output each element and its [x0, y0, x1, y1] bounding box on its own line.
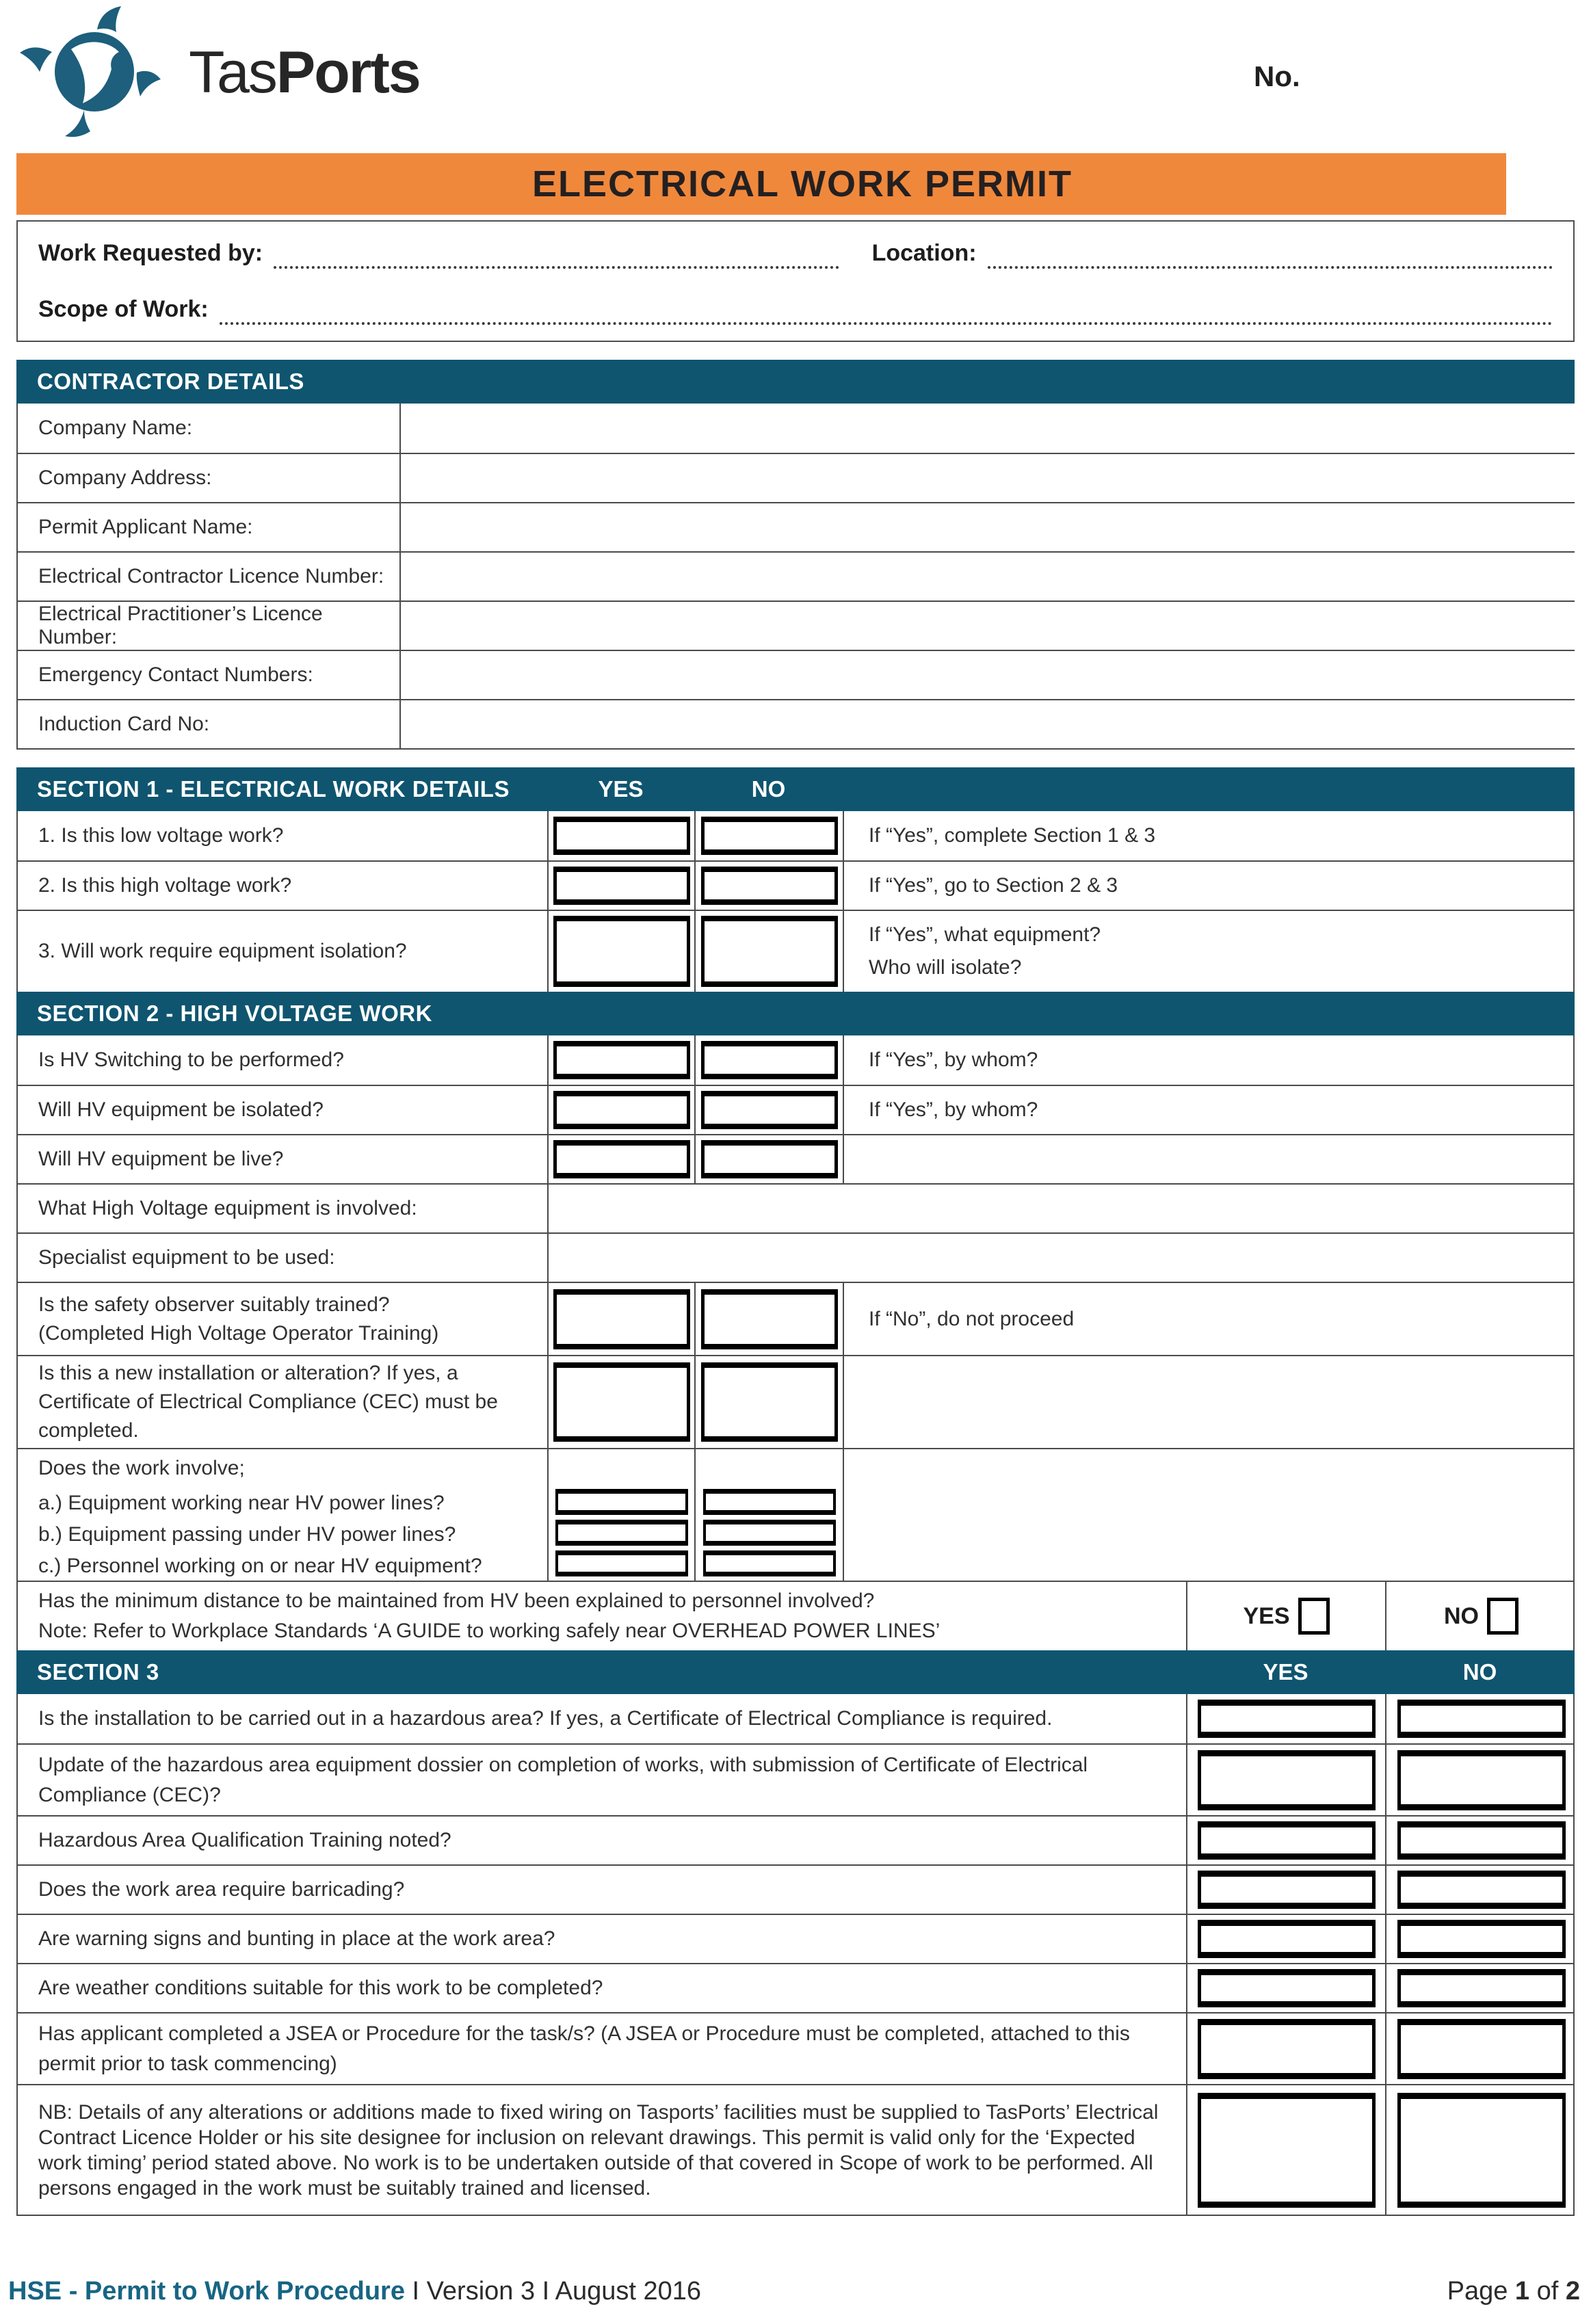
yes-checkbox[interactable]	[553, 1041, 690, 1079]
question-row	[18, 1963, 1573, 2012]
scope-of-work-row	[38, 285, 1553, 334]
no-checkbox[interactable]	[701, 817, 838, 855]
contractor-details-section	[16, 360, 1575, 750]
sub-question-a: a.) Equipment working near HV power lines?	[38, 1492, 445, 1514]
yes-column-header: YES	[1263, 1659, 1309, 1685]
yes-checkbox[interactable]	[555, 1520, 688, 1546]
no-checkbox[interactable]	[701, 1041, 838, 1079]
section-2	[16, 992, 1575, 1650]
work-involve-row	[18, 1448, 1573, 1581]
question-row	[18, 2012, 1573, 2084]
yes-checkbox[interactable]	[555, 1489, 688, 1515]
table-row	[18, 600, 1573, 650]
question-row	[18, 1815, 1573, 1864]
question-note: If “Yes”, go to Section 2 & 3	[869, 874, 1118, 897]
question-label: Is the safety observer suitably trained?	[38, 1293, 390, 1316]
no-checkbox[interactable]	[1397, 1821, 1566, 1860]
hv-equipment-involved-field[interactable]	[549, 1185, 1576, 1232]
question-note: If “Yes”, by whom?	[869, 1048, 1038, 1071]
footer-page-number: 1	[1514, 2277, 1530, 2306]
page-header	[0, 0, 1591, 153]
yes-checkbox[interactable]	[553, 1362, 690, 1442]
question-label: Is this a new installation or alteration? If yes, a Certificate of Electrical Compliance (CEC) must be completed.	[18, 1356, 549, 1448]
work-requested-field[interactable]	[274, 243, 839, 269]
question-label: Will HV equipment be isolated?	[18, 1086, 549, 1134]
contractor-licence-number-value[interactable]	[401, 553, 1575, 600]
question-label: Are weather conditions suitable for this work to be completed?	[18, 1964, 1187, 2012]
table-row	[18, 551, 1573, 600]
no-checkbox[interactable]	[703, 1520, 836, 1546]
section-2-body	[16, 1035, 1575, 1650]
section-3-title: SECTION 3	[37, 1659, 159, 1685]
yes-checkbox[interactable]	[553, 867, 690, 905]
question-row	[18, 1914, 1573, 1963]
question-note: Note: Refer to Workplace Standards ‘A GUIDE to working safely near OVERHEAD POWER LINES’	[38, 1620, 941, 1642]
question-row	[18, 1864, 1573, 1914]
permit-number-label: No.	[1254, 60, 1300, 92]
question-row	[18, 1355, 1573, 1448]
question-row	[18, 1085, 1573, 1134]
question-note: If “Yes”, complete Section 1 & 3	[869, 824, 1156, 847]
yes-checkbox[interactable]	[1198, 2093, 1376, 2208]
question-row	[18, 1743, 1573, 1815]
no-checkbox[interactable]	[701, 1289, 838, 1349]
footer-of-word: of	[1529, 2277, 1566, 2306]
contractor-details-title: CONTRACTOR DETAILS	[37, 369, 304, 394]
yes-checkbox[interactable]	[553, 1140, 690, 1178]
yes-checkbox[interactable]	[553, 817, 690, 855]
question-label: Has applicant completed a JSEA or Procedure for the task/s? (A JSEA or Procedure must be completed, attached to this permit prior to task commencing)	[18, 2013, 1187, 2084]
no-label: NO	[1444, 1602, 1479, 1629]
question-label: Does the work area require barricading?	[18, 1866, 1187, 1914]
no-checkbox[interactable]	[1397, 1871, 1566, 1909]
work-request-box	[16, 220, 1575, 342]
nb-row	[18, 2084, 1573, 2216]
company-name-label: Company Name:	[18, 404, 401, 453]
no-column-header: NO	[751, 776, 786, 802]
scope-of-work-label: Scope of Work:	[38, 295, 209, 322]
no-checkbox[interactable]	[1487, 1598, 1518, 1635]
question-label: Is HV Switching to be performed?	[18, 1035, 549, 1085]
specialist-equipment-field[interactable]	[549, 1234, 1576, 1282]
yes-checkbox[interactable]	[553, 1289, 690, 1349]
footer-page-word: Page	[1447, 2277, 1515, 2306]
question-label: Are warning signs and bunting in place at the work area?	[18, 1915, 1187, 1963]
question-row	[18, 1035, 1573, 1085]
contractor-details-header	[16, 360, 1575, 404]
yes-label: YES	[1243, 1602, 1290, 1629]
question-note: Who will isolate?	[869, 956, 1022, 979]
question-label: What High Voltage equipment is involved:	[18, 1185, 549, 1232]
work-requested-label: Work Requested by:	[38, 239, 263, 266]
section-1-title: SECTION 1 - ELECTRICAL WORK DETAILS	[37, 776, 510, 802]
section-1	[16, 767, 1575, 992]
section-1-body	[16, 811, 1575, 992]
yes-checkbox[interactable]	[1198, 2019, 1376, 2079]
question-row	[18, 1183, 1573, 1232]
section-2-title: SECTION 2 - HIGH VOLTAGE WORK	[37, 1001, 432, 1026]
question-label: Specialist equipment to be used:	[18, 1234, 549, 1282]
brand-wordmark	[189, 39, 420, 107]
question-label: 2. Is this high voltage work?	[18, 862, 549, 910]
tasports-compass-icon	[15, 5, 176, 140]
yes-checkbox[interactable]	[1198, 1871, 1376, 1909]
section-1-header	[16, 767, 1575, 811]
contractor-details-table	[16, 404, 1575, 750]
question-label: 3. Will work require equipment isolation?	[18, 911, 549, 992]
table-row	[18, 502, 1573, 551]
page-footer	[8, 2277, 1580, 2306]
question-row	[18, 1694, 1573, 1743]
question-label: Has the minimum distance to be maintained from HV been explained to personnel involved?	[38, 1589, 875, 1612]
minimum-distance-row	[18, 1581, 1573, 1650]
no-checkbox[interactable]	[1397, 1700, 1566, 1738]
question-label: Does the work involve;	[38, 1457, 245, 1479]
work-requested-row	[38, 228, 1553, 278]
permit-applicant-name-value[interactable]	[401, 503, 1575, 551]
practitioner-licence-number-value[interactable]	[401, 602, 1575, 650]
section-3-body	[16, 1694, 1575, 2216]
no-checkbox[interactable]	[701, 1140, 838, 1178]
practitioner-licence-number-label: Electrical Practitioner’s Licence Number:	[18, 602, 401, 650]
question-row	[18, 860, 1573, 910]
company-name-value[interactable]	[401, 404, 1575, 453]
brand-ports: Ports	[276, 39, 420, 105]
yes-checkbox[interactable]	[1198, 1969, 1376, 2007]
question-row	[18, 1134, 1573, 1183]
footer-page-total: 2	[1565, 2277, 1580, 2306]
scope-of-work-field[interactable]	[220, 299, 1553, 325]
company-address-label: Company Address:	[18, 454, 401, 502]
title-banner	[16, 153, 1506, 215]
emergency-contact-numbers-value[interactable]	[401, 651, 1575, 699]
brand-tas: Tas	[189, 39, 276, 105]
no-checkbox[interactable]	[701, 1362, 838, 1442]
no-checkbox[interactable]	[703, 1489, 836, 1515]
yes-checkbox[interactable]	[553, 1091, 690, 1129]
induction-card-no-value[interactable]	[401, 700, 1575, 748]
question-label: 1. Is this low voltage work?	[18, 811, 549, 860]
contractor-licence-number-label: Electrical Contractor Licence Number:	[18, 553, 401, 600]
question-note: If “Yes”, what equipment?	[869, 923, 1101, 946]
location-label: Location:	[871, 239, 977, 266]
yes-checkbox[interactable]	[1298, 1598, 1330, 1635]
sub-question-b: b.) Equipment passing under HV power lines?	[38, 1523, 456, 1546]
section-3-header	[16, 1650, 1575, 1694]
question-label: Is the installation to be carried out in a hazardous area? If yes, a Certificate of Electrical Compliance is required.	[18, 1694, 1187, 1743]
sub-question-c: c.) Personnel working on or near HV equipment?	[38, 1555, 482, 1577]
footer-page-indicator	[1447, 2277, 1580, 2306]
induction-card-no-label: Induction Card No:	[18, 700, 401, 748]
no-column-header: NO	[1462, 1659, 1497, 1685]
emergency-contact-numbers-label: Emergency Contact Numbers:	[18, 651, 401, 699]
yes-checkbox[interactable]	[1198, 1920, 1376, 1958]
no-checkbox[interactable]	[1397, 1750, 1566, 1810]
question-row	[18, 1282, 1573, 1355]
no-checkbox[interactable]	[1397, 2019, 1566, 2079]
nb-note: NB: Details of any alterations or additions made to fixed wiring on Tasports’ facilities must be supplied to TasPorts’ Electrical Contract Licence Holder or his site designee for inclusion on relevant drawings. This permit is valid only for the ‘Expected work timing’ period stated above. No work is to be undertaken outside of that covered in Scope of work to be performed. All persons engaged in the work must be suitably trained and licensed.	[18, 2085, 1187, 2215]
no-checkbox[interactable]	[1397, 1969, 1566, 2007]
no-checkbox[interactable]	[703, 1550, 836, 1576]
question-label: Hazardous Area Qualification Training noted?	[18, 1817, 1187, 1864]
question-row	[18, 910, 1573, 992]
question-row	[18, 1232, 1573, 1282]
question-note: If “No”, do not proceed	[869, 1307, 1075, 1330]
footer-document-info	[8, 2277, 701, 2306]
yes-checkbox[interactable]	[553, 916, 690, 987]
no-checkbox[interactable]	[701, 916, 838, 987]
table-row	[18, 453, 1573, 502]
footer-version-meta: I Version 3 I August 2016	[404, 2277, 702, 2306]
footer-doc-title: HSE - Permit to Work Procedure	[8, 2277, 405, 2306]
location-field[interactable]	[988, 243, 1553, 269]
question-label-secondary: (Completed High Voltage Operator Training)	[38, 1321, 439, 1345]
yes-checkbox[interactable]	[1198, 1750, 1376, 1810]
no-checkbox[interactable]	[1397, 2093, 1566, 2208]
yes-checkbox[interactable]	[555, 1550, 688, 1576]
question-row	[18, 811, 1573, 860]
table-row	[18, 699, 1573, 748]
yes-checkbox[interactable]	[1198, 1700, 1376, 1738]
table-row	[18, 404, 1573, 453]
yes-column-header: YES	[598, 776, 644, 802]
no-checkbox[interactable]	[701, 867, 838, 905]
table-row	[18, 650, 1573, 699]
permit-applicant-name-label: Permit Applicant Name:	[18, 503, 401, 551]
question-note: If “Yes”, by whom?	[869, 1098, 1038, 1121]
section-3	[16, 1650, 1575, 2216]
question-label: Update of the hazardous area equipment dossier on completion of works, with submission of Certificate of Electrical Compliance (CEC)?	[18, 1745, 1187, 1815]
company-address-value[interactable]	[401, 454, 1575, 502]
question-label: Will HV equipment be live?	[18, 1135, 549, 1183]
yes-checkbox[interactable]	[1198, 1821, 1376, 1860]
section-2-header	[16, 992, 1575, 1035]
no-checkbox[interactable]	[701, 1091, 838, 1129]
page-title: ELECTRICAL WORK PERMIT	[532, 163, 1073, 204]
tasports-logo	[15, 5, 420, 140]
no-checkbox[interactable]	[1397, 1920, 1566, 1958]
